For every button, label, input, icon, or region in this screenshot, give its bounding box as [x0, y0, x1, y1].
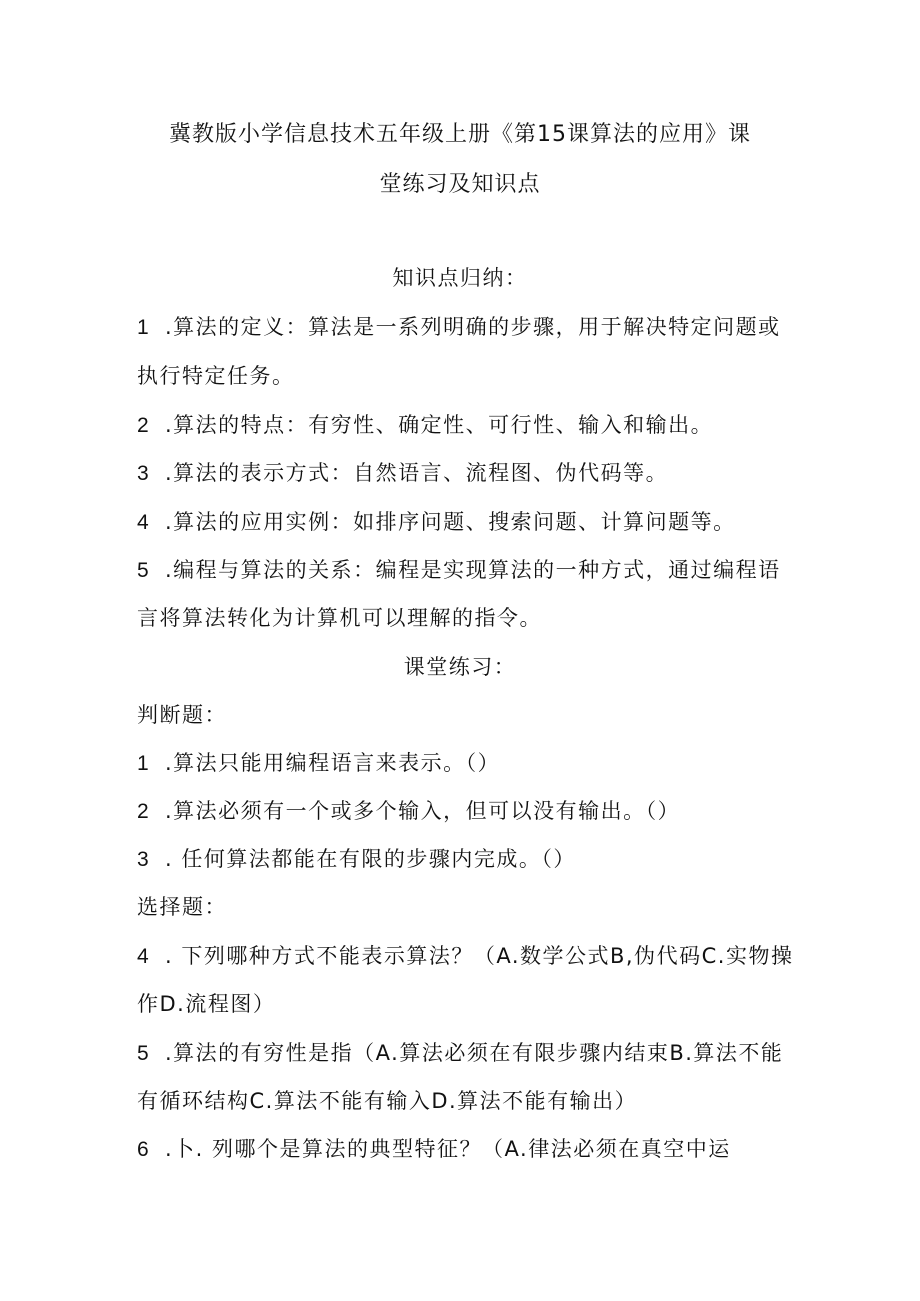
knowledge-item-1-continued: 执行特定任务。 [137, 364, 295, 388]
item-number: 4 [137, 945, 151, 968]
choice-item-4 [137, 940, 793, 970]
judge-item-2 [137, 795, 680, 825]
item-number: 3 [137, 462, 151, 485]
item-number: 2 [137, 414, 151, 437]
knowledge-item-5 [137, 554, 781, 584]
item-text: .算法必须有一个或多个输入，但可以没有输出。（） [165, 799, 681, 823]
knowledge-item-2 [137, 409, 713, 439]
item-text: .算法的表示方式：自然语言、流程图、伪代码等。 [165, 461, 669, 485]
document-title-line-2: 堂练习及知识点 [379, 172, 541, 197]
choice-heading: 选择题： [137, 895, 227, 919]
item-number: 3 [137, 848, 151, 871]
knowledge-item-3 [137, 457, 668, 487]
item-text: .算法的定义：算法是一系列明确的步骤，用于解决特定问题或 [165, 315, 781, 339]
item-number: 1 [137, 316, 151, 339]
item-number: 1 [137, 752, 151, 775]
item-text: .算法只能用编程语言来表示。（） [165, 751, 501, 775]
item-text: .算法的有穷性是指（A.算法必须在有限步骤内结束B.算法不能 [165, 1041, 784, 1065]
choice-item-4-continued: 作D.流程图） [137, 992, 276, 1016]
item-text: .编程与算法的关系：编程是实现算法的一种方式，通过编程语 [165, 558, 781, 582]
item-number: 5 [137, 1042, 151, 1065]
choice-item-5-continued: 有循环结构C.算法不能有输入D.算法不能有输出） [137, 1089, 638, 1113]
item-text: .卜. 列哪个是算法的典型特征？（A.律法必须在真空中运 [165, 1137, 731, 1161]
knowledge-item-5-continued: 言将算法转化为计算机可以理解的指令。 [137, 606, 542, 630]
judge-item-1 [137, 747, 500, 777]
item-number: 6 [137, 1138, 151, 1161]
item-number: 2 [137, 800, 151, 823]
item-number: 4 [137, 511, 151, 534]
knowledge-item-4 [137, 506, 736, 536]
practice-heading: 课堂练习： [403, 655, 517, 679]
document-title-line-1: 冀教版小学信息技术五年级上册《第15课算法的应用》课 [169, 122, 751, 147]
judge-item-3 [137, 843, 576, 873]
judge-heading: 判断题： [137, 703, 227, 727]
item-text: . 下列哪种方式不能表示算法？（A.数学公式B,伪代码C.实物操 [165, 944, 794, 968]
knowledge-heading: 知识点归纳： [392, 266, 528, 290]
item-text: .算法的应用实例：如排序问题、搜索问题、计算问题等。 [165, 510, 736, 534]
item-text: .算法的特点：有穷性、确定性、可行性、输入和输出。 [165, 413, 714, 437]
item-number: 5 [137, 559, 151, 582]
item-text: . 任何算法都能在有限的步骤内完成。（） [165, 847, 576, 871]
knowledge-item-1 [137, 311, 781, 341]
choice-item-5 [137, 1037, 783, 1067]
choice-item-6 [137, 1133, 731, 1163]
